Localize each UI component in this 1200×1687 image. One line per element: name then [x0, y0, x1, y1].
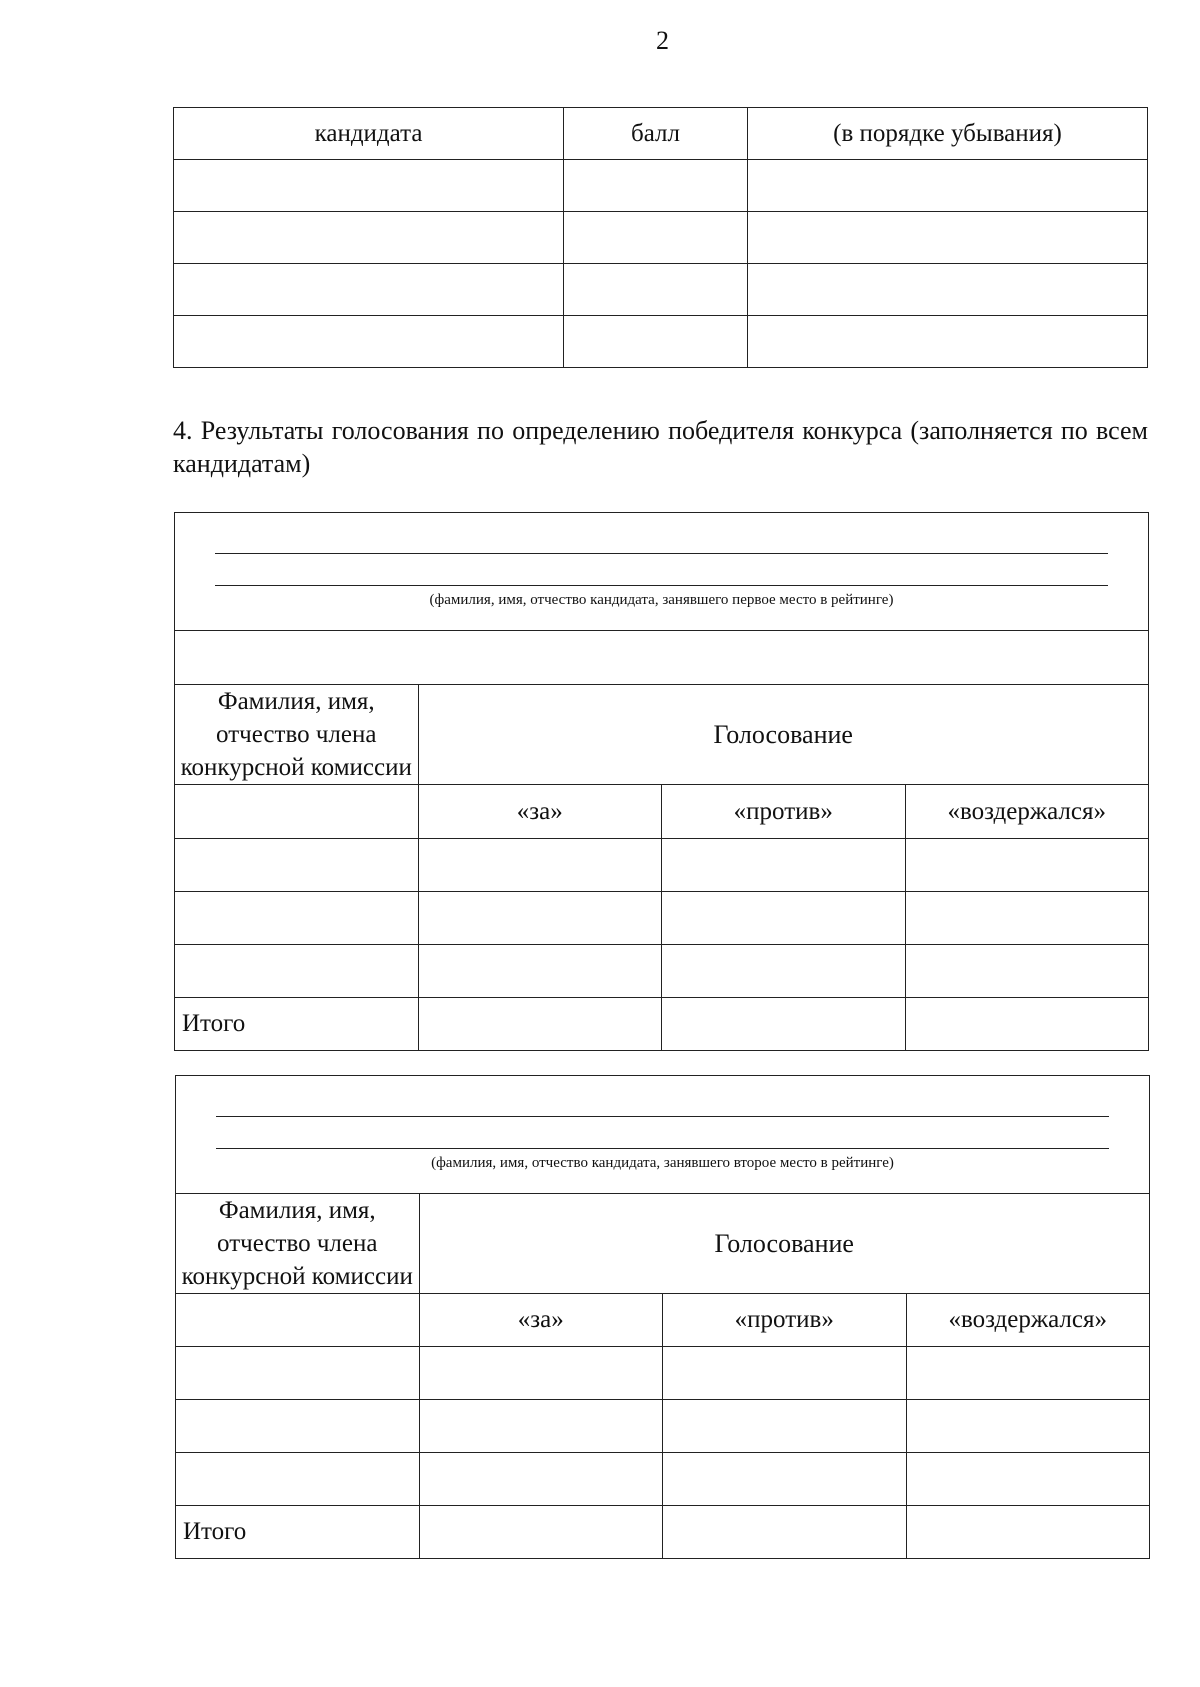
table-cell[interactable] [905, 839, 1149, 892]
fill-line[interactable] [216, 1148, 1109, 1149]
total-row [176, 1506, 1150, 1559]
table-cell[interactable] [419, 1506, 663, 1559]
candidate-name-cell[interactable] [175, 513, 1149, 631]
option-against: «против» [662, 785, 906, 839]
candidate-header-row [175, 513, 1149, 631]
option-abstained: «воздержался» [905, 785, 1149, 839]
candidate-caption: (фамилия, имя, отчество кандидата, занявшего второе место в рейтинге) [431, 1155, 894, 1171]
table-cell[interactable] [176, 1294, 420, 1347]
table-cell[interactable] [419, 1400, 663, 1453]
table-cell[interactable] [662, 998, 906, 1051]
table-row [175, 892, 1149, 945]
candidate-header-row [176, 1076, 1150, 1194]
fill-line[interactable] [216, 1116, 1109, 1117]
blank-row [175, 631, 1149, 685]
table-row [174, 212, 1148, 264]
option-for: «за» [418, 785, 662, 839]
table-cell[interactable] [174, 212, 564, 264]
member-header: Фамилия, имя, отчество члена конкурсной комиссии [176, 1194, 420, 1294]
voting-header: Голосование [418, 685, 1149, 785]
table-cell[interactable] [418, 839, 662, 892]
table-cell[interactable] [419, 1347, 663, 1400]
table-row [176, 1347, 1150, 1400]
table-cell[interactable] [905, 998, 1149, 1051]
table-cell[interactable] [662, 839, 906, 892]
total-label: Итого [176, 1506, 420, 1559]
table-cell[interactable] [418, 998, 662, 1051]
table-cell[interactable] [176, 1400, 420, 1453]
candidate-name-cell[interactable] [176, 1076, 1150, 1194]
candidate-caption: (фамилия, имя, отчество кандидата, занявшего первое место в рейтинге) [429, 592, 894, 608]
table-cell[interactable] [906, 1347, 1150, 1400]
blank-cell[interactable] [175, 631, 1149, 685]
table-cell[interactable] [175, 839, 419, 892]
table-cell[interactable] [906, 1400, 1150, 1453]
table-row [175, 839, 1149, 892]
table-cell[interactable] [175, 892, 419, 945]
total-row [175, 998, 1149, 1051]
table-cell[interactable] [176, 1453, 420, 1506]
table-row [176, 1400, 1150, 1453]
table-cell[interactable] [175, 785, 419, 839]
table-cell[interactable] [419, 1453, 663, 1506]
table-cell[interactable] [564, 264, 748, 316]
table-cell[interactable] [662, 945, 906, 998]
header-candidate: кандидата [174, 108, 564, 160]
table-cell[interactable] [905, 892, 1149, 945]
table-cell[interactable] [663, 1453, 907, 1506]
table-cell[interactable] [176, 1347, 420, 1400]
rating-table [173, 107, 1148, 368]
table-cell[interactable] [748, 160, 1148, 212]
vote-table-second-place [175, 1075, 1150, 1559]
table-cell[interactable] [564, 316, 748, 368]
table-header-row [174, 108, 1148, 160]
member-header: Фамилия, имя, отчество члена конкурсной комиссии [175, 685, 419, 785]
table-cell[interactable] [174, 264, 564, 316]
table-cell[interactable] [174, 160, 564, 212]
table-cell[interactable] [418, 945, 662, 998]
table-cell[interactable] [906, 1506, 1150, 1559]
table-cell[interactable] [564, 212, 748, 264]
options-row [176, 1294, 1150, 1347]
candidate-name-block [175, 513, 1148, 630]
table-header-row [175, 685, 1149, 785]
section-4-heading: 4. Результаты голосования по определению победителя конкурса (заполняется по всем кандидатам) [173, 416, 1148, 478]
voting-header: Голосование [419, 1194, 1150, 1294]
options-row [175, 785, 1149, 839]
table-row [174, 160, 1148, 212]
table-cell[interactable] [174, 316, 564, 368]
option-abstained: «воздержался» [906, 1294, 1150, 1347]
table-row [174, 264, 1148, 316]
table-cell[interactable] [748, 316, 1148, 368]
table-cell[interactable] [418, 892, 662, 945]
table-cell[interactable] [663, 1347, 907, 1400]
header-order: (в порядке убывания) [748, 108, 1148, 160]
table-cell[interactable] [175, 945, 419, 998]
option-for: «за» [419, 1294, 663, 1347]
fill-line[interactable] [215, 553, 1108, 554]
header-score: балл [564, 108, 748, 160]
table-cell[interactable] [662, 892, 906, 945]
table-cell[interactable] [748, 212, 1148, 264]
total-label: Итого [175, 998, 419, 1051]
table-header-row [176, 1194, 1150, 1294]
table-cell[interactable] [906, 1453, 1150, 1506]
fill-line[interactable] [215, 585, 1108, 586]
option-against: «против» [663, 1294, 907, 1347]
vote-table-first-place [174, 512, 1149, 1051]
table-cell[interactable] [663, 1506, 907, 1559]
table-cell[interactable] [748, 264, 1148, 316]
page-number: 2 [656, 26, 669, 55]
table-row [174, 316, 1148, 368]
candidate-name-block [176, 1076, 1149, 1193]
table-row [176, 1453, 1150, 1506]
table-cell[interactable] [564, 160, 748, 212]
table-cell[interactable] [905, 945, 1149, 998]
table-cell[interactable] [663, 1400, 907, 1453]
table-row [175, 945, 1149, 998]
